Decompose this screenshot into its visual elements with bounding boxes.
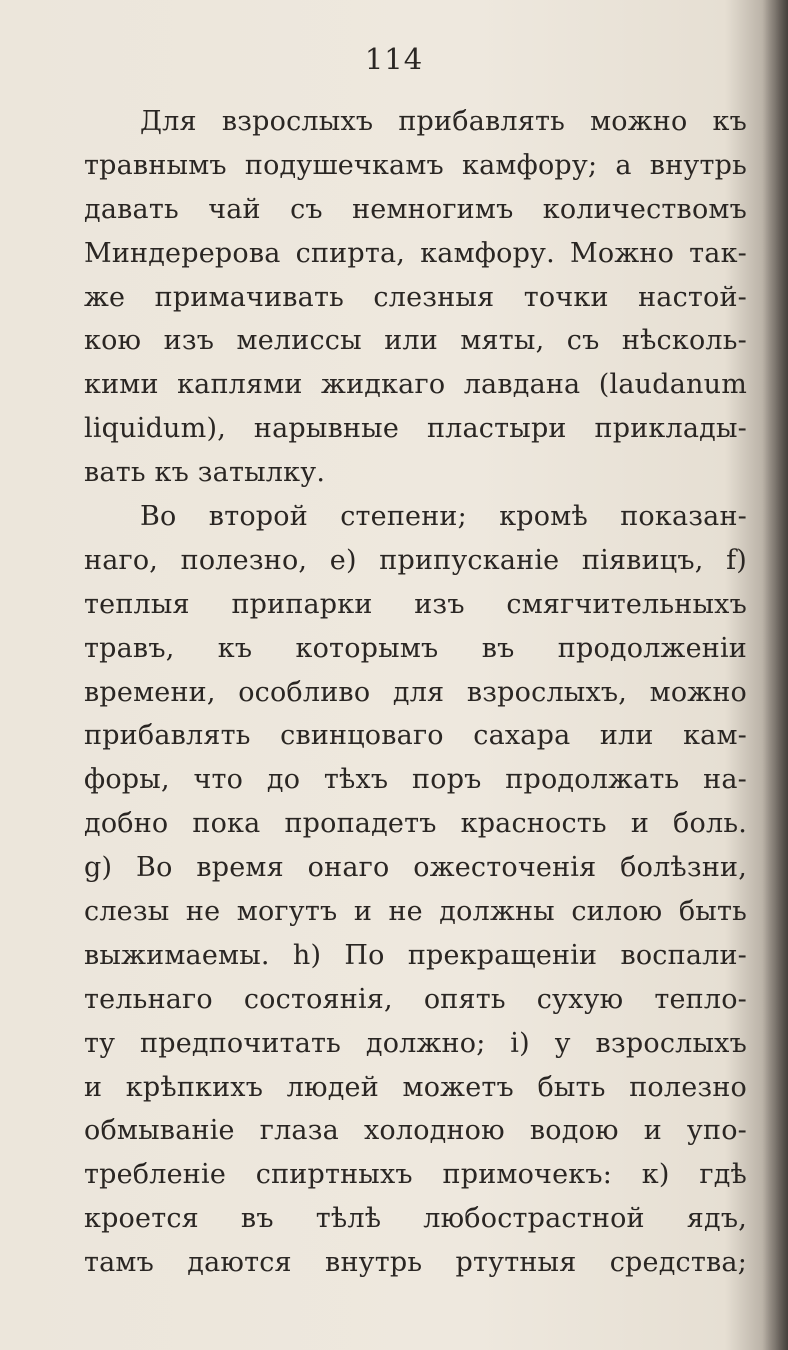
page-binding-shadow [762,0,788,1350]
text-line: кроется въ тѣлѣ любострастной ядъ, [84,1203,747,1235]
text-line: тельнаго состоянія, опять сухую тепло- [84,983,747,1015]
text-line: обмываніе глаза холодною водою и упо- [84,1115,747,1147]
text-line: liquidum), нарывные пластыри приклады- [84,413,747,445]
text-line: кою изъ мелиссы или мяты, съ нѣсколь- [84,325,747,357]
text-line: тамъ даются внутрь ртутныя средства; [84,1247,747,1279]
text-line: форы, что до тѣхъ поръ продолжать на- [84,764,747,796]
text-line: и крѣпкихъ людей можетъ быть полезно [84,1071,747,1103]
text-line: Для взрослыхъ прибавлять можно къ [140,106,747,137]
text-line: добно пока пропадетъ красность и боль. [84,808,747,840]
text-line: выжимаемы. h) По прекращеніи воспали- [84,939,747,971]
text-line: теплыя припарки изъ смягчительныхъ [84,588,747,620]
text-line: травнымъ подушечкамъ камфору; а внутрь [84,149,747,181]
text-line: прибавлять свинцоваго сахара или кам- [84,720,747,752]
body-text [84,100,747,1285]
text-line: слезы не могутъ и не должны силою быть [84,896,747,928]
text-line: Миндерерова спирта, камфору. Можно так- [84,237,747,269]
text-line: наго, полезно, е) припусканіе піявицъ, f) [84,544,747,576]
text-line: вать къ затылку. [84,457,326,489]
text-line: же примачивать слезныя точки настой- [84,281,747,313]
text-line: травъ, къ которымъ въ продолженіи [84,632,747,664]
text-line: требленіе спиртныхъ примочекъ: к) гдѣ [84,1159,747,1191]
text-line: g) Во время онаго ожесточенія болѣзни, [84,852,747,884]
text-line: времени, особливо для взрослыхъ, можно [84,676,747,708]
text-line: ту предпочитать должно; i) у взрослыхъ [84,1027,747,1059]
text-line: Во второй степени; кромѣ показан- [140,501,747,533]
text-line: кими каплями жидкаго лавдана (laudanum [84,369,747,401]
page-number: 114 [364,42,424,76]
text-line: давать чай съ немногимъ количествомъ [84,193,747,225]
